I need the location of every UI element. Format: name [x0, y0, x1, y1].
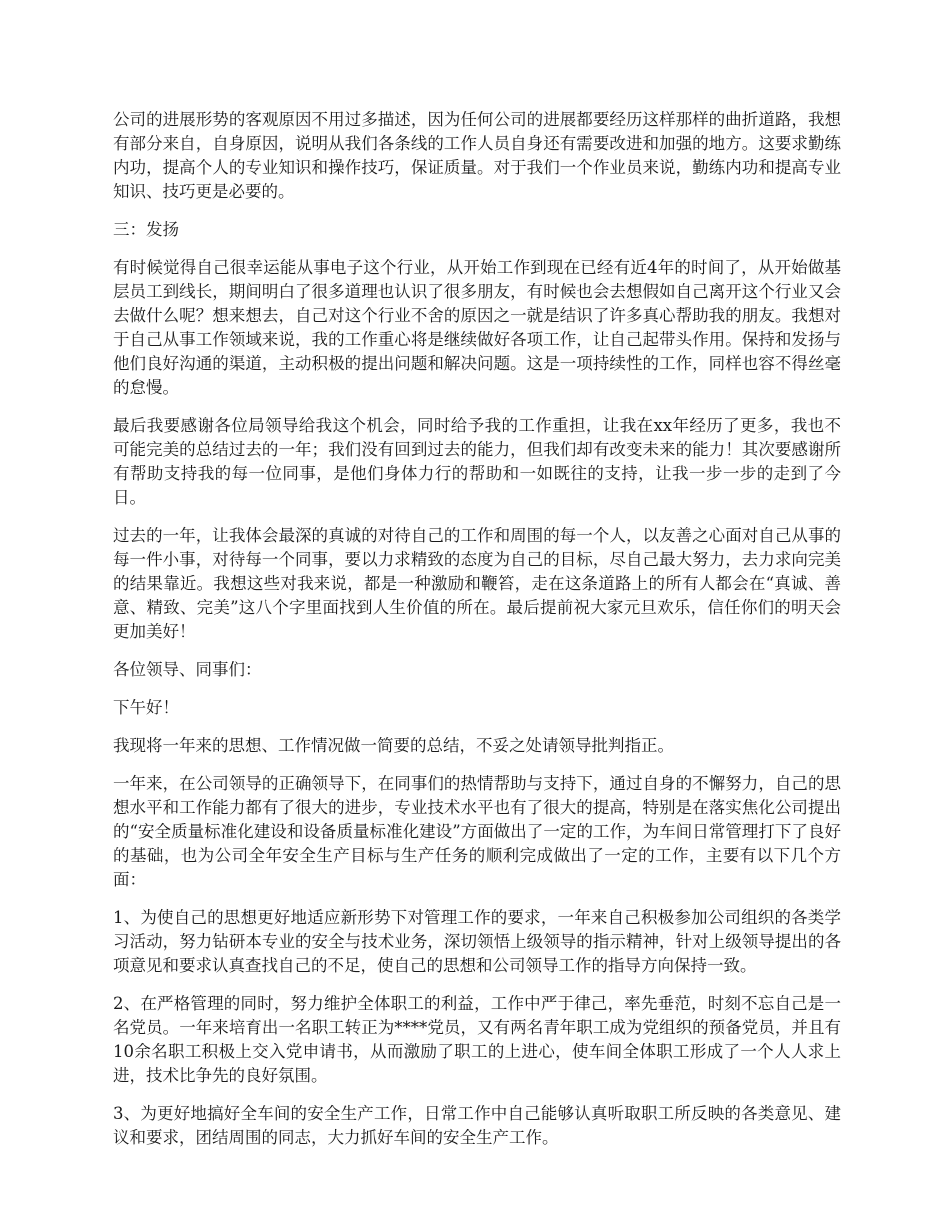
paragraph-company-progress: 公司的进展形势的客观原因不用过多描述，因为任何公司的进展都要经历这样那样的曲折道路，我想有部分来自，自身原因，说明从我们各条线的工作人员自身还有需要改进和加强的地方。这要求勤练内功，提高个人的专业知识和操作技巧，保证质量。对于我们一个作业员来说，勤练内功和提高专业知识、技巧更是必要的。 — [113, 110, 841, 201]
list-item-3: 3、为更好地搞好全车间的安全生产工作，日常工作中自己能够认真听取职工所反映的各类意见、建议和要求，团结周围的同志，大力抓好车间的安全生产工作。 — [113, 1104, 841, 1147]
paragraph-past-year: 过去的一年，让我体会最深的真诚的对待自己的工作和周围的每一个人，以友善之心面对自己从事的每一件小事，对待每一个同事，要以力求精致的态度为自己的目标，尽自己最大努力，去力求向完美的结果靠近。我想这些对我来说，都是一种激励和鞭笞，走在这条道路上的所有人都会在“真诚、善意、精致、完美”这八个字里面找到人生价值的所在。最后提前祝大家元旦欢乐，信任你们的明天会更加美好！ — [113, 526, 841, 641]
list-item-1: 1、为使自己的思想更好地适应新形势下对管理工作的要求，一年来自己积极参加公司组织的各类学习活动，努力钻研本专业的安全与技术业务，深切领悟上级领导的指示精神，针对上级领导提出的各项意见和要求认真查找自己的不足，使自己的思想和公司领导工作的指导方向保持一致。 — [113, 908, 841, 975]
paragraph-thanks: 最后我要感谢各位局领导给我这个机会，同时给予我的工作重担，让我在xx年经历了更多，我也不可能完美的总结过去的一年；我们没有回到过去的能力，但我们却有改变未来的能力！其次要感谢所有帮助支持我的每一位同事，是他们身体力行的帮助和一如既往的支持，让我一步一步的走到了今日。 — [113, 416, 841, 507]
section-heading-develop: 三：发扬 — [113, 220, 179, 239]
paragraph-summary-intro: 我现将一年来的思想、工作情况做一简要的总结，不妥之处请领导批判指正。 — [113, 736, 674, 755]
greeting: 下午好！ — [113, 698, 179, 717]
salutation: 各位领导、同事们： — [113, 660, 262, 679]
list-item-2: 2、在严格管理的同时，努力维护全体职工的利益，工作中严于律己，率先垂范，时刻不忘自己是一名党员。一年来培育出一名职工转正为****党员，又有两名青年职工成为党组织的预备党员，并且有10余名职工积极上交入党申请书，从而激励了职工的上进心，使车间全体职工形成了一个人人求上进，技术比争先的良好氛围。 — [113, 994, 841, 1085]
document-body — [113, 108, 841, 1164]
paragraph-electronics-industry: 有时候觉得自己很幸运能从事电子这个行业，从开始工作到现在已经有近4年的时间了，从开始做基层员工到线长，期间明白了很多道理也认识了很多朋友，有时候也会去想假如自己离开这个行业又会去做什么呢？想来想去，自己对这个行业不舍的原因之一就是结识了许多真心帮助我的朋友。我想对于自己从事工作领域来说，我的工作重心将是继续做好各项工作，让自己起带头作用。保持和发扬与他们良好沟通的渠道，主动积极的提出问题和解决问题。这是一项持续性的工作，同样也容不得丝毫的怠慢。 — [113, 258, 841, 397]
paragraph-year-overview: 一年来，在公司领导的正确领导下，在同事们的热情帮助与支持下，通过自身的不懈努力，自己的思想水平和工作能力都有了很大的进步，专业技术水平也有了很大的提高，特别是在落实焦化公司提出的“安全质量标准化建设和设备质量标准化建设”方面做出了一定的工作，为车间日常管理打下了良好的基础，也为公司全年安全生产目标与生产任务的顺利完成做出了一定的工作，主要有以下几个方面： — [113, 774, 841, 889]
